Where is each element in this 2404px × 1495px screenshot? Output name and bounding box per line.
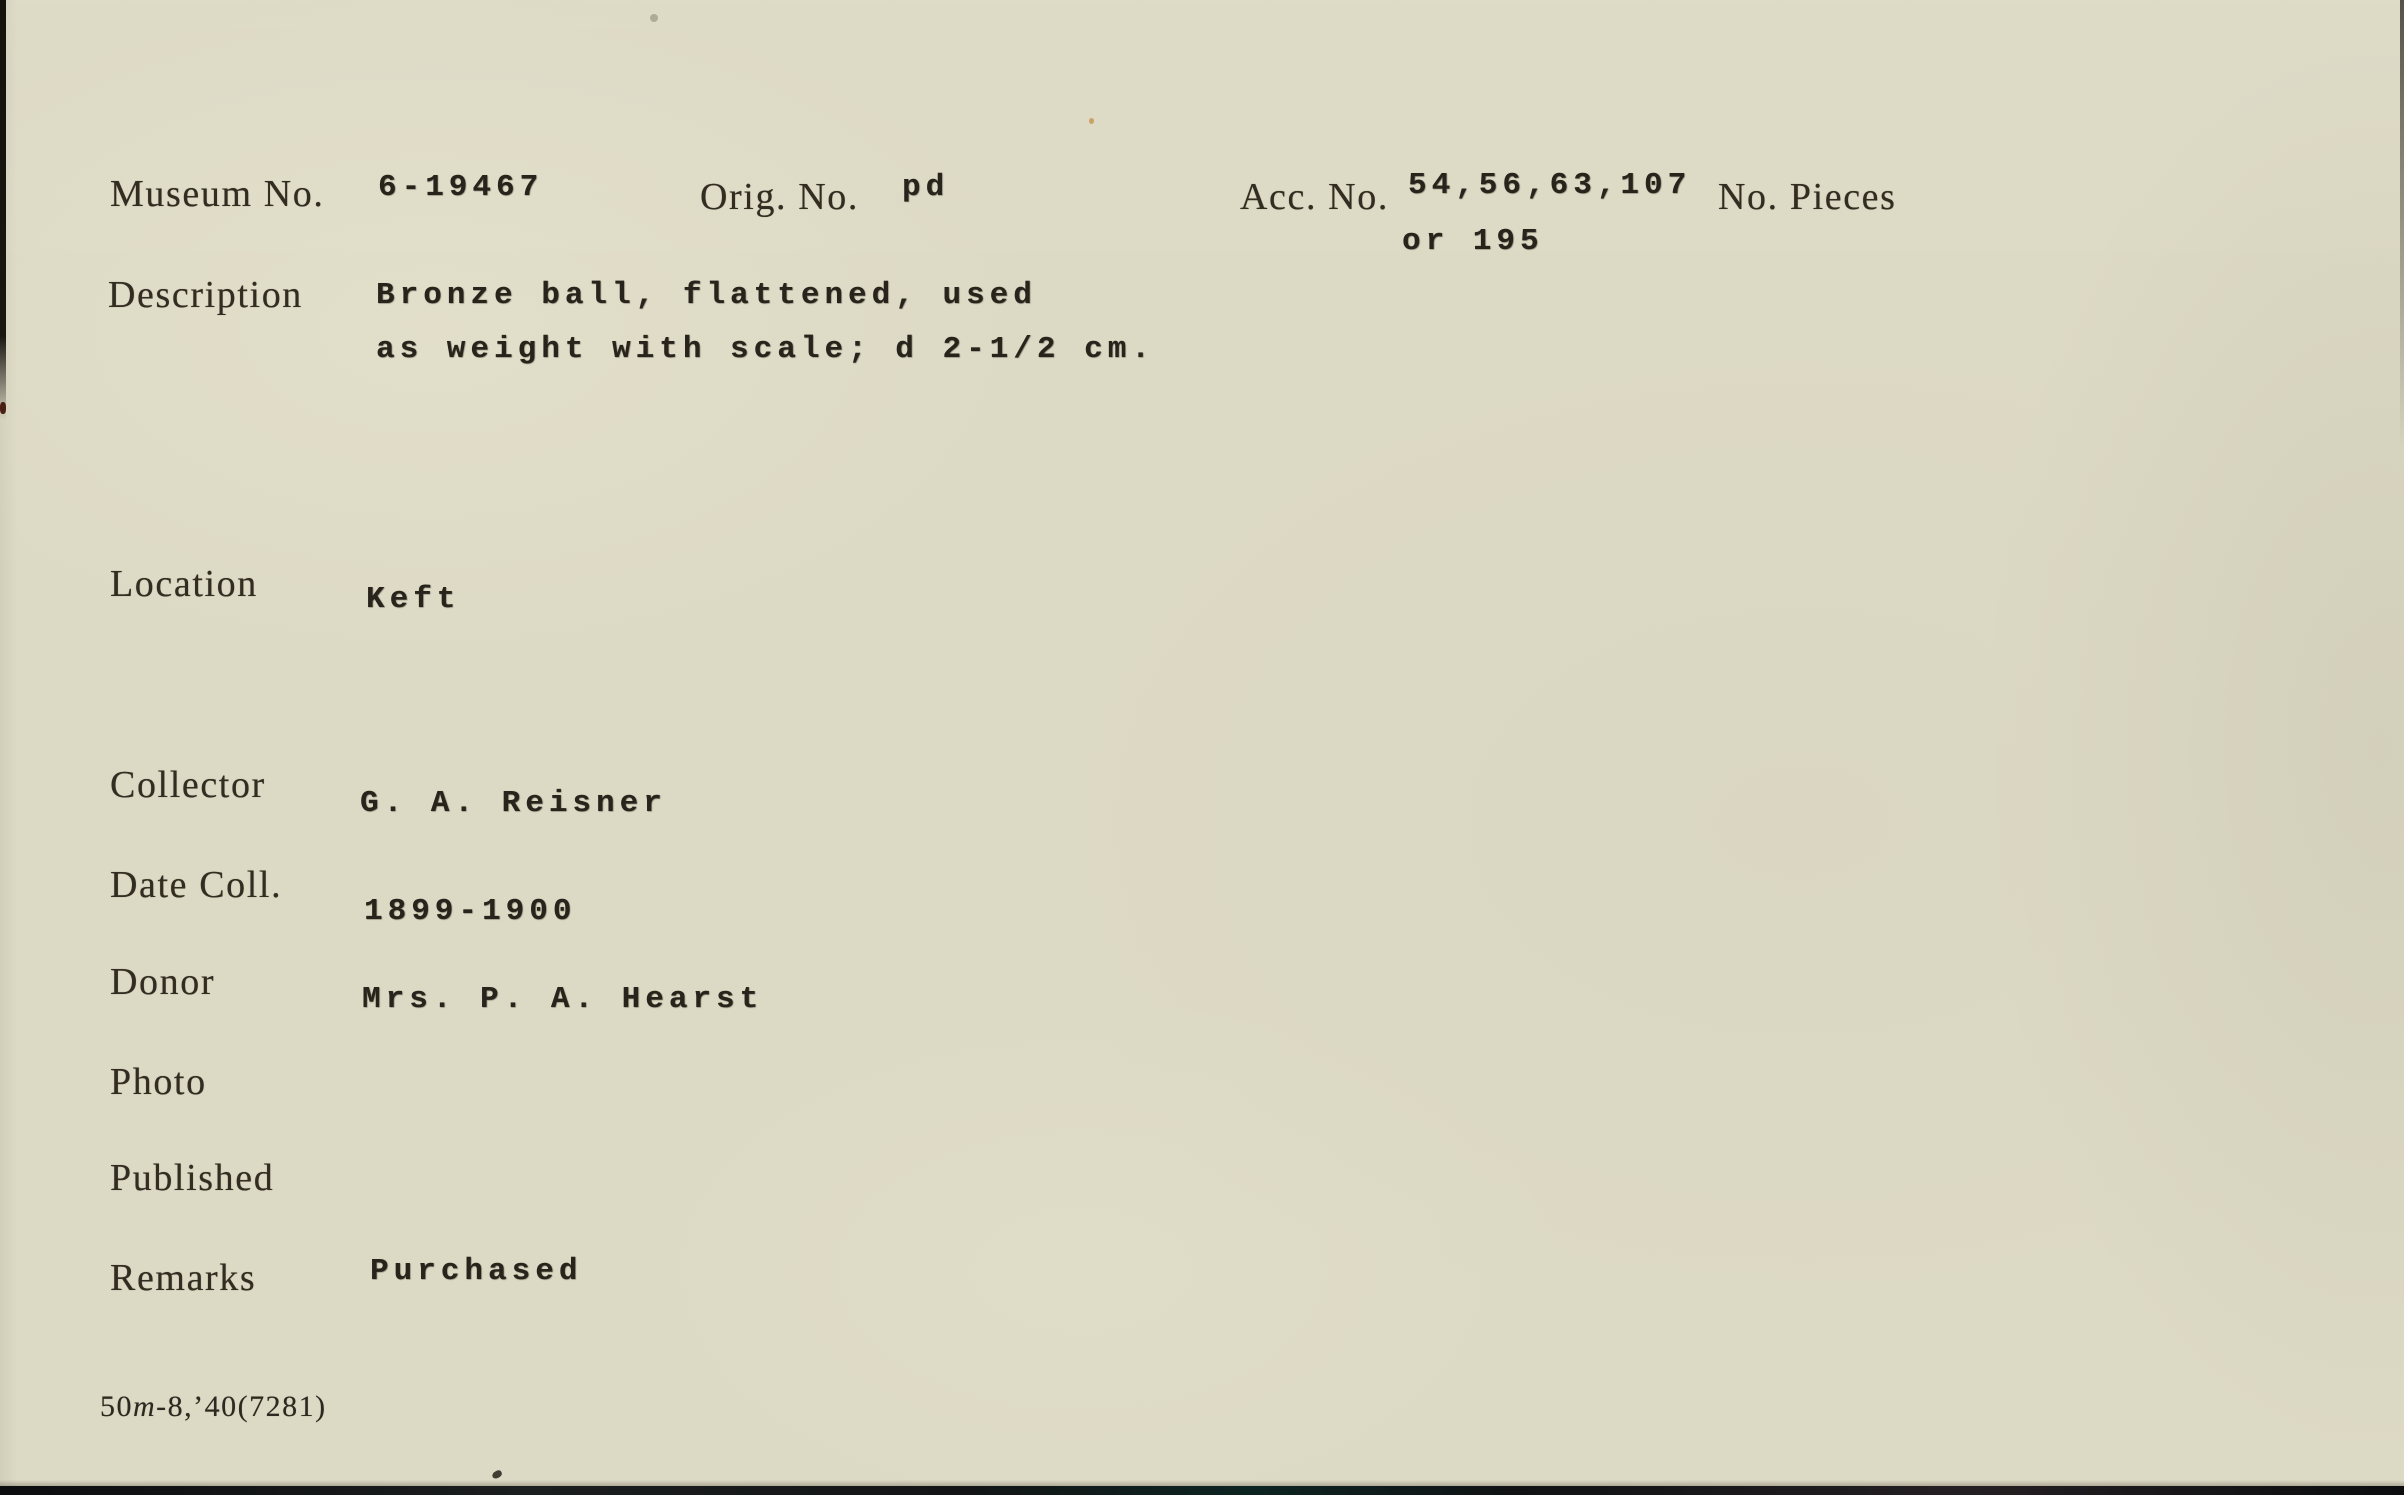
film-edge-dot [0, 402, 6, 414]
film-edge-right [2400, 0, 2404, 450]
published-label: Published [110, 1157, 275, 1199]
donor-value: Mrs. P. A. Hearst [362, 982, 764, 1017]
museum-no-value: 6-19467 [378, 170, 544, 205]
print-code [100, 1390, 327, 1424]
location-value: Keft [366, 582, 461, 617]
print-code-suffix: -8,’40(7281) [156, 1390, 327, 1423]
acc-no-value-line1: 54,56,63,107 [1408, 168, 1692, 203]
orig-no-label: Orig. No. [700, 176, 859, 218]
orig-no-value: pd [902, 170, 950, 205]
ink-speck [491, 1469, 503, 1480]
remarks-label: Remarks [110, 1257, 257, 1299]
acc-no-value-line2: or 195 [1402, 224, 1544, 259]
film-edge-left [0, 0, 6, 420]
description-value-line1: Bronze ball, flattened, used [376, 278, 1037, 313]
print-code-prefix: 50 [100, 1390, 133, 1423]
location-label: Location [110, 563, 258, 605]
photo-label: Photo [110, 1061, 207, 1103]
remarks-value: Purchased [370, 1254, 583, 1289]
paper-fleck [1089, 118, 1094, 124]
paper-speck [650, 14, 658, 22]
description-label: Description [108, 274, 303, 316]
date-coll-value: 1899-1900 [364, 894, 577, 929]
print-code-italic: m [133, 1390, 157, 1423]
film-band-bottom [0, 1486, 2404, 1495]
collector-value: G. A. Reisner [360, 786, 667, 821]
donor-label: Donor [110, 961, 216, 1003]
description-value-line2: as weight with scale; d 2-1/2 cm. [376, 332, 1155, 367]
date-coll-label: Date Coll. [110, 864, 283, 906]
collector-label: Collector [110, 764, 266, 806]
no-pieces-label: No. Pieces [1718, 176, 1897, 218]
museum-no-label: Museum No. [110, 173, 325, 215]
acc-no-label: Acc. No. [1240, 176, 1389, 218]
